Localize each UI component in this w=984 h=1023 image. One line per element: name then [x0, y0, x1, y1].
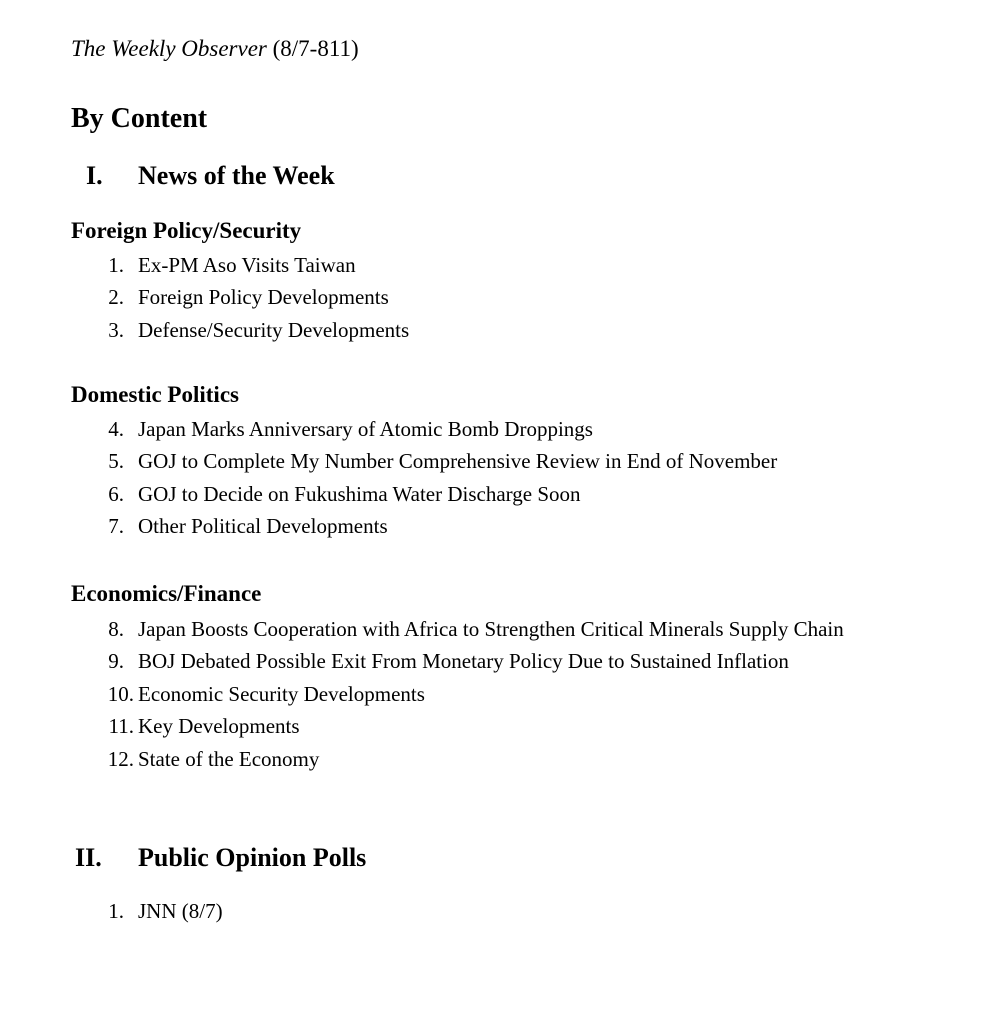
item-number: 2. — [108, 285, 124, 310]
publication-name: The Weekly Observer — [71, 36, 267, 61]
part-1-title: News of the Week — [138, 161, 335, 190]
economics-finance-list — [0, 613, 984, 775]
item-text: Key Developments — [138, 714, 300, 739]
by-content-heading: By Content — [71, 103, 208, 134]
list-item — [0, 645, 984, 677]
item-number: 1. — [108, 899, 124, 923]
section-heading-economics-finance: Economics/Finance — [71, 581, 262, 606]
section-heading-foreign-policy: Foreign Policy/Security — [71, 218, 302, 243]
foreign-policy-list — [0, 249, 984, 346]
list-item — [0, 249, 984, 281]
list-item — [0, 478, 984, 510]
list-item — [0, 895, 984, 927]
item-text: GOJ to Complete My Number Comprehensive Review in End of November — [138, 449, 778, 474]
item-text: Economic Security Developments — [138, 681, 425, 706]
part-2-title: Public Opinion Polls — [138, 843, 367, 872]
item-number: 1. — [108, 253, 124, 277]
item-text: Other Political Developments — [138, 514, 388, 539]
item-number: 4. — [108, 417, 124, 441]
list-item — [0, 413, 984, 445]
item-number: 7. — [108, 514, 124, 539]
item-number: 6. — [108, 481, 124, 506]
item-text: Foreign Policy Developments — [138, 285, 389, 310]
item-number: 12. — [107, 746, 134, 771]
list-item — [0, 281, 984, 313]
item-number: 3. — [108, 317, 124, 342]
document-header — [71, 34, 359, 64]
list-item — [0, 510, 984, 542]
part-1-numeral: I. — [86, 161, 103, 190]
item-text: Ex-PM Aso Visits Taiwan — [138, 253, 356, 277]
item-number: 9. — [108, 649, 124, 674]
item-text: State of the Economy — [138, 746, 320, 771]
item-number: 5. — [108, 449, 124, 474]
item-text: BOJ Debated Possible Exit From Monetary Policy Due to Sustained Inflation — [138, 649, 789, 674]
item-text: GOJ to Decide on Fukushima Water Discharge Soon — [138, 481, 581, 506]
section-heading-domestic-politics: Domestic Politics — [71, 382, 239, 407]
list-item — [0, 710, 984, 742]
item-text: Japan Marks Anniversary of Atomic Bomb Droppings — [138, 417, 593, 441]
list-item — [0, 445, 984, 477]
item-text: Japan Boosts Cooperation with Africa to Strengthen Critical Minerals Supply Chain — [138, 617, 844, 641]
domestic-politics-list — [0, 413, 984, 543]
item-number: 8. — [108, 617, 124, 641]
list-item — [0, 743, 984, 775]
item-text: JNN (8/7) — [138, 899, 223, 923]
item-number: 10. — [107, 681, 134, 706]
list-item — [0, 678, 984, 710]
list-item — [0, 613, 984, 645]
item-number: 11. — [108, 714, 134, 739]
publication-dates: (8/7-811) — [266, 36, 359, 61]
item-text: Defense/Security Developments — [138, 317, 410, 342]
opinion-polls-list — [0, 895, 984, 927]
part-2-numeral: II. — [75, 843, 102, 872]
list-item — [0, 314, 984, 346]
